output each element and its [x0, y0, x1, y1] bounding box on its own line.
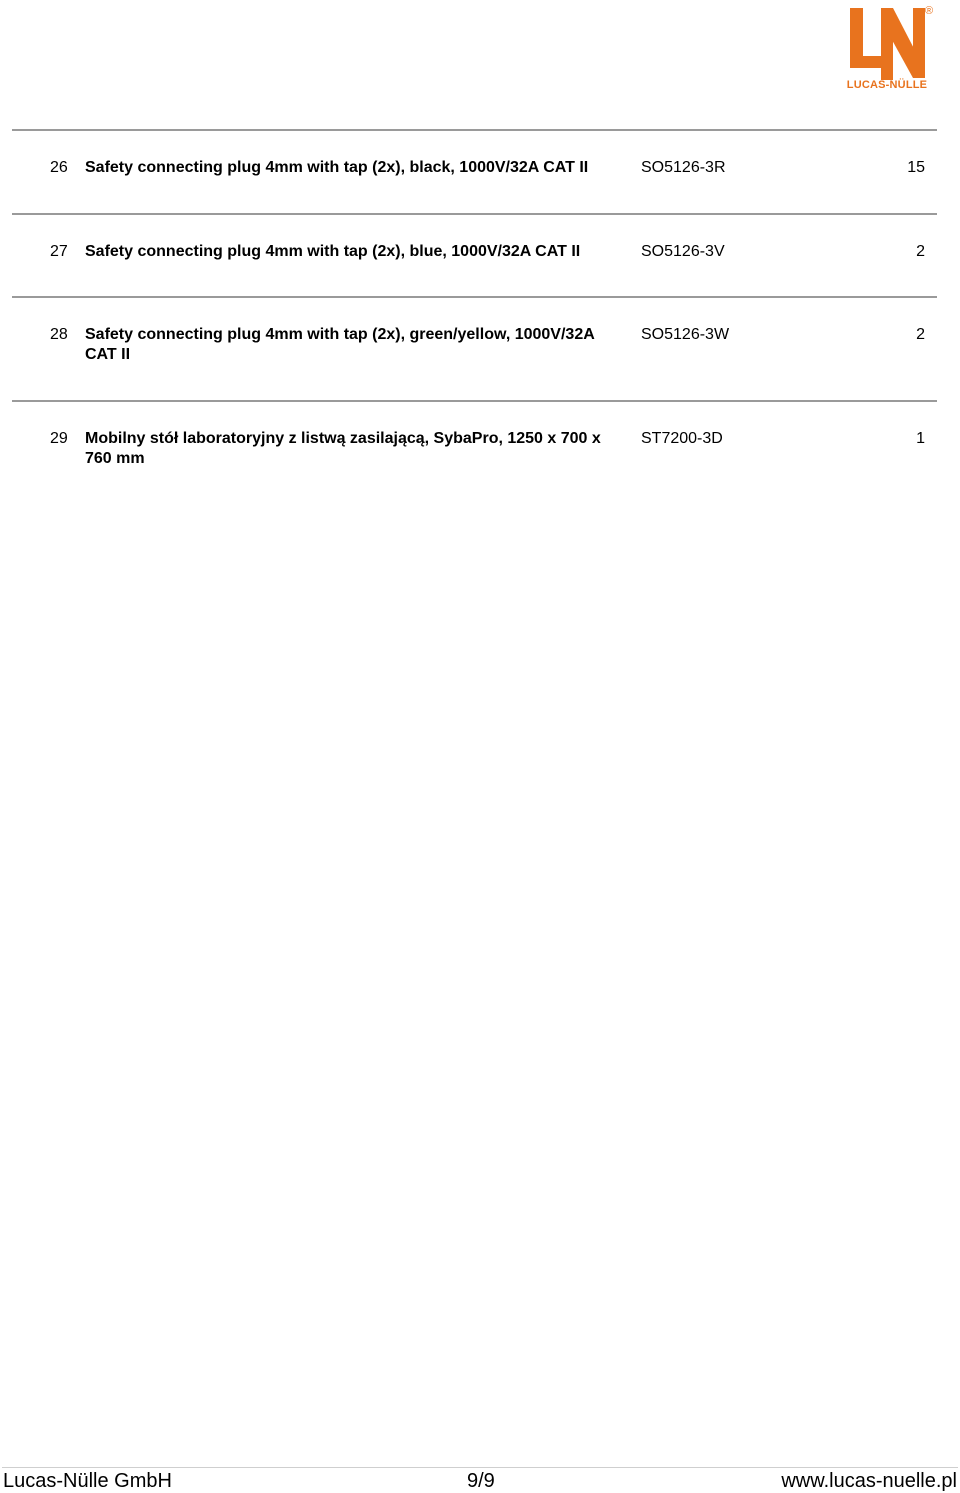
- item-quantity: 1: [916, 430, 925, 447]
- footer-divider: [2, 1467, 958, 1468]
- item-code: SO5126-3V: [641, 243, 725, 260]
- position-number: 28: [50, 326, 68, 343]
- table-row: [12, 129, 937, 213]
- registered-mark: ®: [925, 5, 934, 17]
- item-code: SO5126-3W: [641, 326, 730, 343]
- table-row: [12, 296, 937, 400]
- item-code: SO5126-3R: [641, 159, 726, 176]
- item-description: Mobilny stół laboratoryjny z listwą zasilającą, SybaPro, 1250 x 700 x 760 mm: [85, 430, 601, 467]
- item-quantity: 2: [916, 326, 925, 343]
- table-row: [12, 400, 937, 500]
- item-description: Safety connecting plug 4mm with tap (2x), blue, 1000V/32A CAT II: [85, 243, 581, 260]
- table-row: [12, 213, 937, 296]
- footer-website-link[interactable]: www.lucas-nuelle.pl: [781, 1470, 957, 1492]
- item-code: ST7200-3D: [641, 430, 723, 447]
- position-number: 29: [50, 430, 68, 447]
- item-quantity: 2: [916, 243, 925, 260]
- item-description: Safety connecting plug 4mm with tap (2x), black, 1000V/32A CAT II: [85, 159, 589, 176]
- parts-list-table: [12, 129, 937, 500]
- item-description: Safety connecting plug 4mm with tap (2x), green/yellow, 1000V/32A CAT II: [85, 326, 595, 363]
- item-quantity: 15: [907, 159, 925, 176]
- footer-page-number: 9/9: [467, 1470, 495, 1492]
- position-number: 27: [50, 243, 68, 260]
- logo-text: LUCAS-NÜLLE: [846, 79, 928, 91]
- position-number: 26: [50, 159, 68, 176]
- footer-company: Lucas-Nülle GmbH: [3, 1470, 172, 1492]
